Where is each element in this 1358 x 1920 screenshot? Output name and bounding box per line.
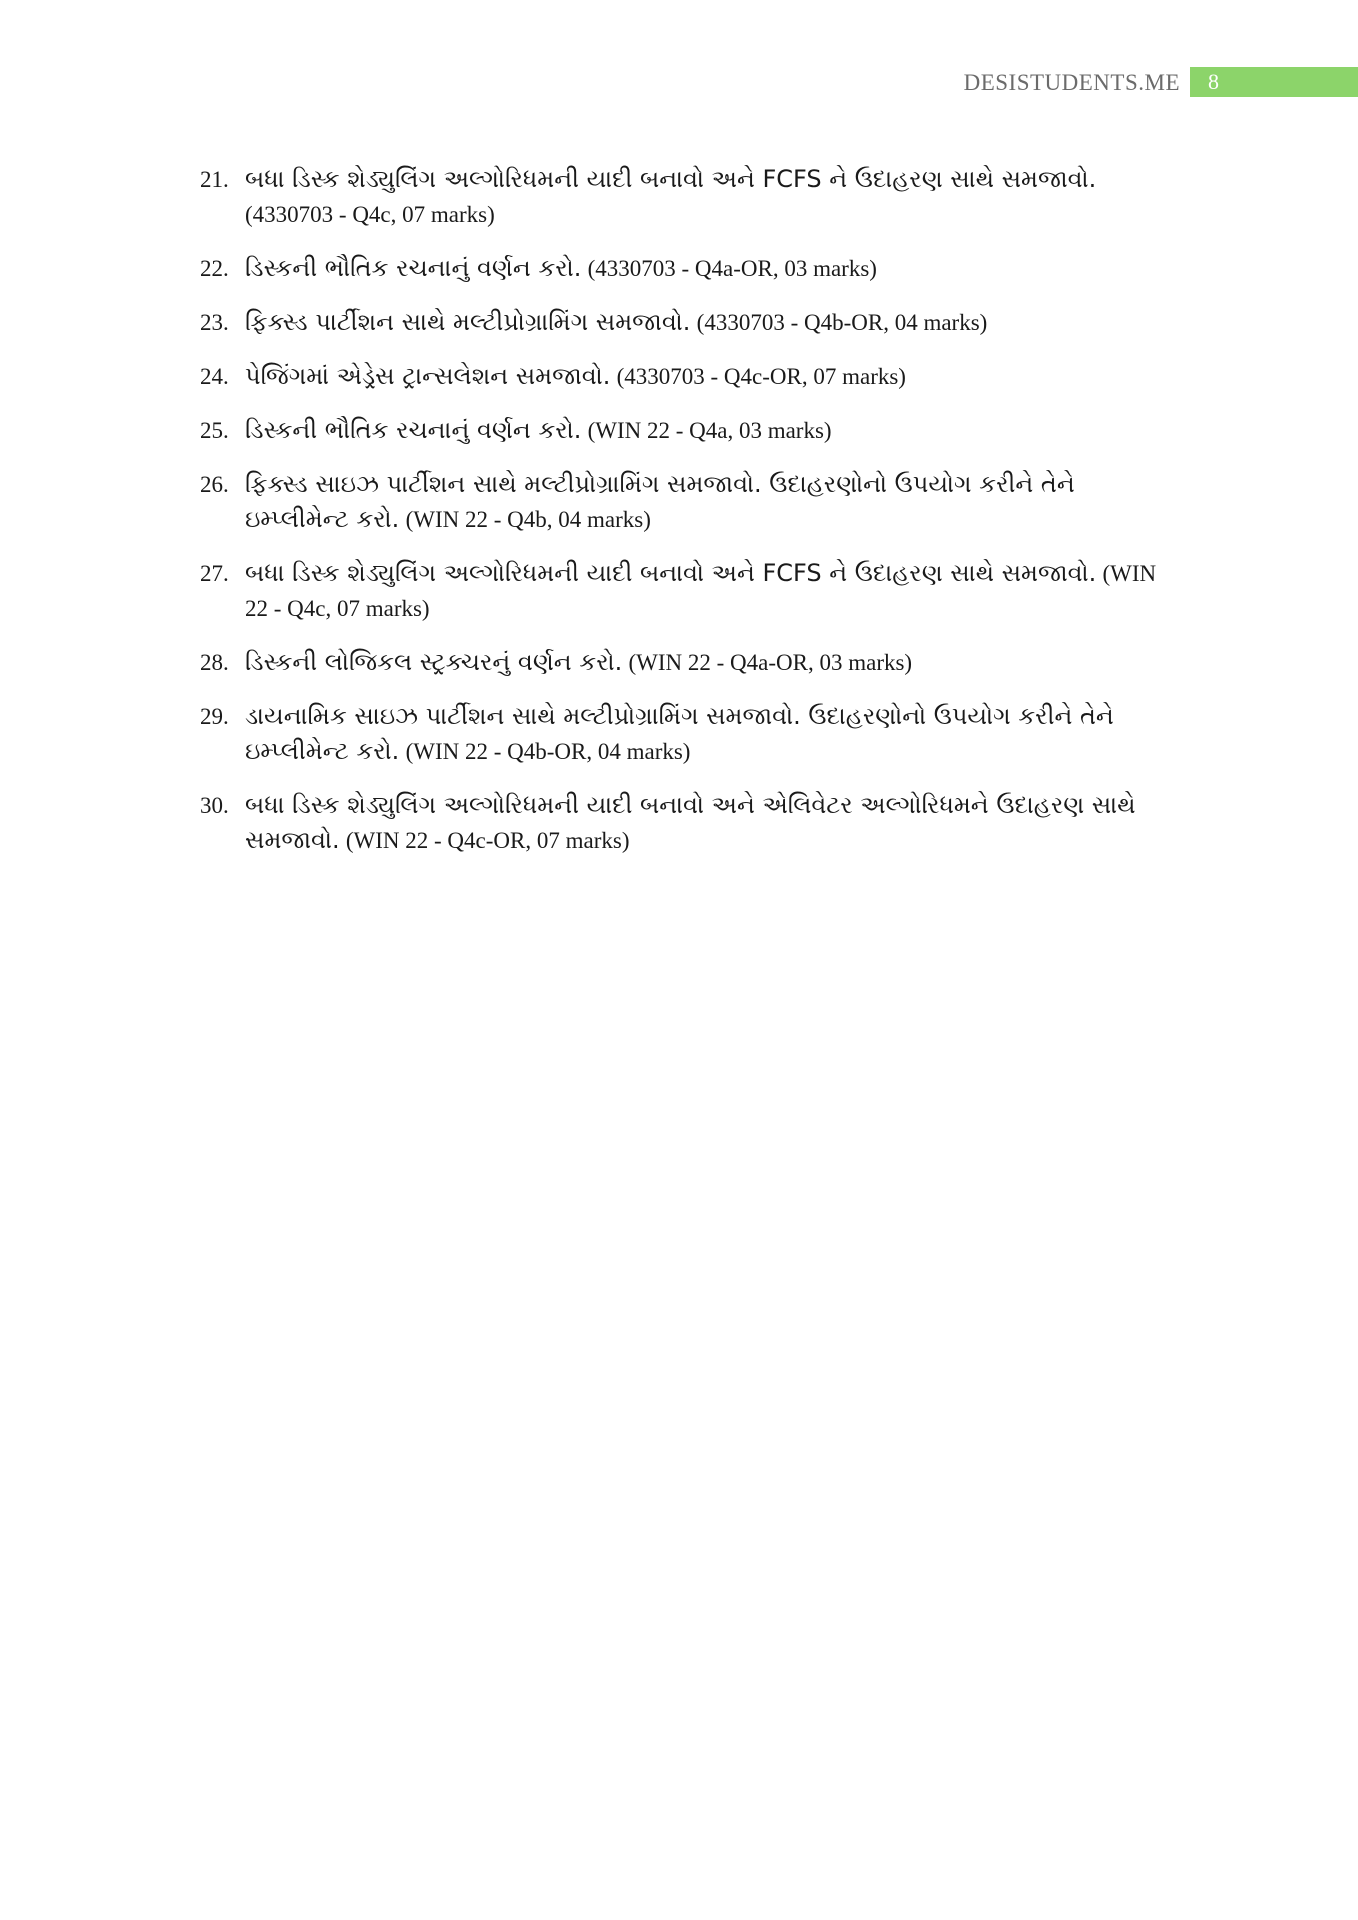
question-text: ડિસ્કની ભૌતિક રચનાનું વર્ણન કરો.	[245, 254, 582, 282]
question-number: 28.	[200, 650, 229, 675]
question-meta: (WIN 22 - Q4c, 07 marks)	[245, 561, 1157, 621]
question-text: બધા ડિસ્ક શેડ્યુલિંગ અલ્ગોરિધમની યાદી બનાવો અને FCFS ને ઉદાહરણ સાથે સમજાવો.	[245, 165, 1097, 193]
question-number: 29.	[200, 704, 229, 729]
question-number: 24.	[200, 364, 229, 389]
question-text: પેજિંગમાં એડ્રેસ ટ્રાન્સલેશન સમજાવો.	[245, 362, 611, 390]
question-text: ફિક્સ્ડ સાઇઝ પાર્ટીશન સાથે મલ્ટીપ્રોગ્રામિંગ સમજાવો. ઉદાહરણોનો ઉપયોગ કરીને તેને ઇમ્પ્લીમેન્ટ કરો.	[245, 470, 1075, 533]
question-item	[200, 556, 1180, 626]
question-item	[200, 305, 1180, 340]
page-number: 8	[1208, 69, 1219, 94]
question-number: 30.	[200, 793, 229, 818]
question-number: 26.	[200, 472, 229, 497]
question-item	[200, 467, 1180, 537]
question-number: 27.	[200, 561, 229, 586]
question-meta: (4330703 - Q4c-OR, 07 marks)	[616, 364, 906, 389]
question-meta: (4330703 - Q4a-OR, 03 marks)	[587, 256, 877, 281]
question-text: બધા ડિસ્ક શેડ્યુલિંગ અલ્ગોરિધમની યાદી બનાવો અને એલિવેટર અલ્ગોરિધમને ઉદાહરણ સાથે સમજાવો.	[245, 791, 1136, 854]
question-meta: (WIN 22 - Q4c-OR, 07 marks)	[345, 828, 630, 853]
site-name: DESISTUDENTS.ME	[963, 70, 1180, 95]
question-meta: (WIN 22 - Q4a, 03 marks)	[587, 418, 832, 443]
question-meta: (4330703 - Q4b-OR, 04 marks)	[696, 310, 988, 335]
question-text: ડિસ્કની ભૌતિક રચનાનું વર્ણન કરો.	[245, 416, 582, 444]
question-item	[200, 788, 1180, 858]
question-item	[200, 645, 1180, 680]
question-item	[200, 413, 1180, 448]
page-number-badge	[1190, 67, 1358, 97]
question-text: ફિક્સ્ડ પાર્ટીશન સાથે મલ્ટીપ્રોગ્રામિંગ સમજાવો.	[245, 308, 691, 336]
question-meta: (WIN 22 - Q4b-OR, 04 marks)	[405, 739, 691, 764]
question-text: ડાયનામિક સાઇઝ પાર્ટીશન સાથે મલ્ટીપ્રોગ્રામિંગ સમજાવો. ઉદાહરણોનો ઉપયોગ કરીને તેને ઇમ્પ્લીમેન્ટ કરો.	[245, 702, 1114, 765]
question-number: 25.	[200, 418, 229, 443]
question-number: 21.	[200, 167, 229, 192]
question-number: 22.	[200, 256, 229, 281]
question-item	[200, 699, 1180, 769]
question-text: ડિસ્કની લોજિકલ સ્ટ્રક્ચરનું વર્ણન કરો.	[245, 648, 623, 676]
question-number: 23.	[200, 310, 229, 335]
question-meta: (WIN 22 - Q4a-OR, 03 marks)	[628, 650, 913, 675]
question-meta: (4330703 - Q4c, 07 marks)	[245, 202, 495, 227]
question-item	[200, 251, 1180, 286]
question-list	[200, 162, 1180, 877]
question-text: બધા ડિસ્ક શેડ્યુલિંગ અલ્ગોરિધમની યાદી બનાવો અને FCFS ને ઉદાહરણ સાથે સમજાવો.	[245, 559, 1097, 587]
question-item	[200, 359, 1180, 394]
question-item	[200, 162, 1180, 232]
question-meta: (WIN 22 - Q4b, 04 marks)	[405, 507, 651, 532]
